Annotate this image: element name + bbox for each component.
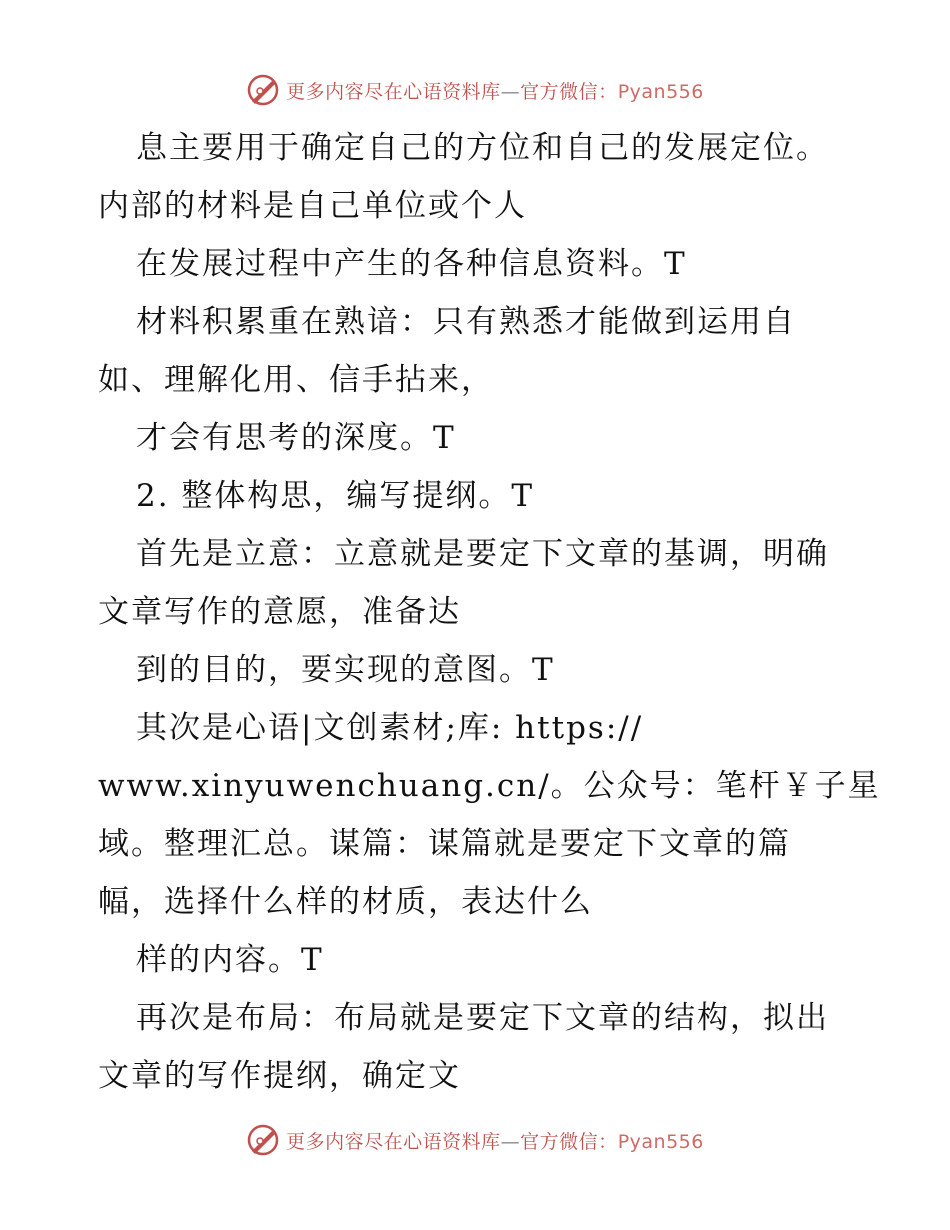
- header-contact-id: Pyan556: [617, 80, 704, 103]
- header-watermark-title: 更多内容尽在心语资料库: [286, 80, 501, 103]
- paragraph-line: 材料积累重在熟谙：只有熟悉才能做到运用自: [136, 304, 796, 340]
- paragraph-line: www.xinyuwenchuang.cn/。公众号：笔杆￥子星: [98, 768, 881, 804]
- header-watermark: [0, 70, 950, 110]
- pen-logo-icon: [246, 73, 280, 107]
- paragraph-line: 文章写作的意愿，准备达: [98, 594, 461, 630]
- paragraph-line: 到的目的，要实现的意图。T: [136, 652, 555, 688]
- header-watermark-separator: —: [500, 80, 521, 103]
- paragraph-line: 如、理解化用、信手拈来，: [98, 362, 494, 398]
- header-contact-label: 官方微信：: [520, 80, 618, 103]
- pen-logo-icon: [246, 1123, 280, 1157]
- footer-watermark-text: [286, 1127, 704, 1154]
- footer-watermark: [0, 1120, 950, 1160]
- paragraph-line: 文章的写作提纲，确定文: [98, 1058, 461, 1094]
- paragraph-line: 再次是布局：布局就是要定下文章的结构，拟出: [136, 1000, 829, 1036]
- header-watermark-text: [286, 77, 704, 104]
- paragraph-line: 内部的材料是自己单位或个人: [98, 188, 527, 224]
- footer-contact-label: 官方微信：: [520, 1130, 618, 1153]
- paragraph-line: 才会有思考的深度。T: [136, 420, 456, 456]
- paragraph-line: 域。整理汇总。谋篇：谋篇就是要定下文章的篇: [98, 826, 791, 862]
- footer-watermark-title: 更多内容尽在心语资料库: [286, 1130, 501, 1153]
- paragraph-line: 其次是心语|文创素材;库: https://: [136, 710, 644, 746]
- paragraph-line: 样的内容。T: [136, 942, 324, 978]
- paragraph-line: 2. 整体构思，编写提纲。T: [136, 478, 535, 514]
- document-body: [98, 119, 881, 1105]
- paragraph-line: 幅，选择什么样的材质，表达什么: [98, 884, 593, 920]
- footer-contact-id: Pyan556: [617, 1130, 704, 1153]
- paragraph-line: 首先是立意：立意就是要定下文章的基调，明确: [136, 536, 829, 572]
- paragraph-line: 在发展过程中产生的各种信息资料。T: [136, 246, 687, 282]
- paragraph-line: 息主要用于确定自己的方位和自己的发展定位。: [136, 130, 829, 166]
- footer-watermark-separator: —: [500, 1130, 521, 1153]
